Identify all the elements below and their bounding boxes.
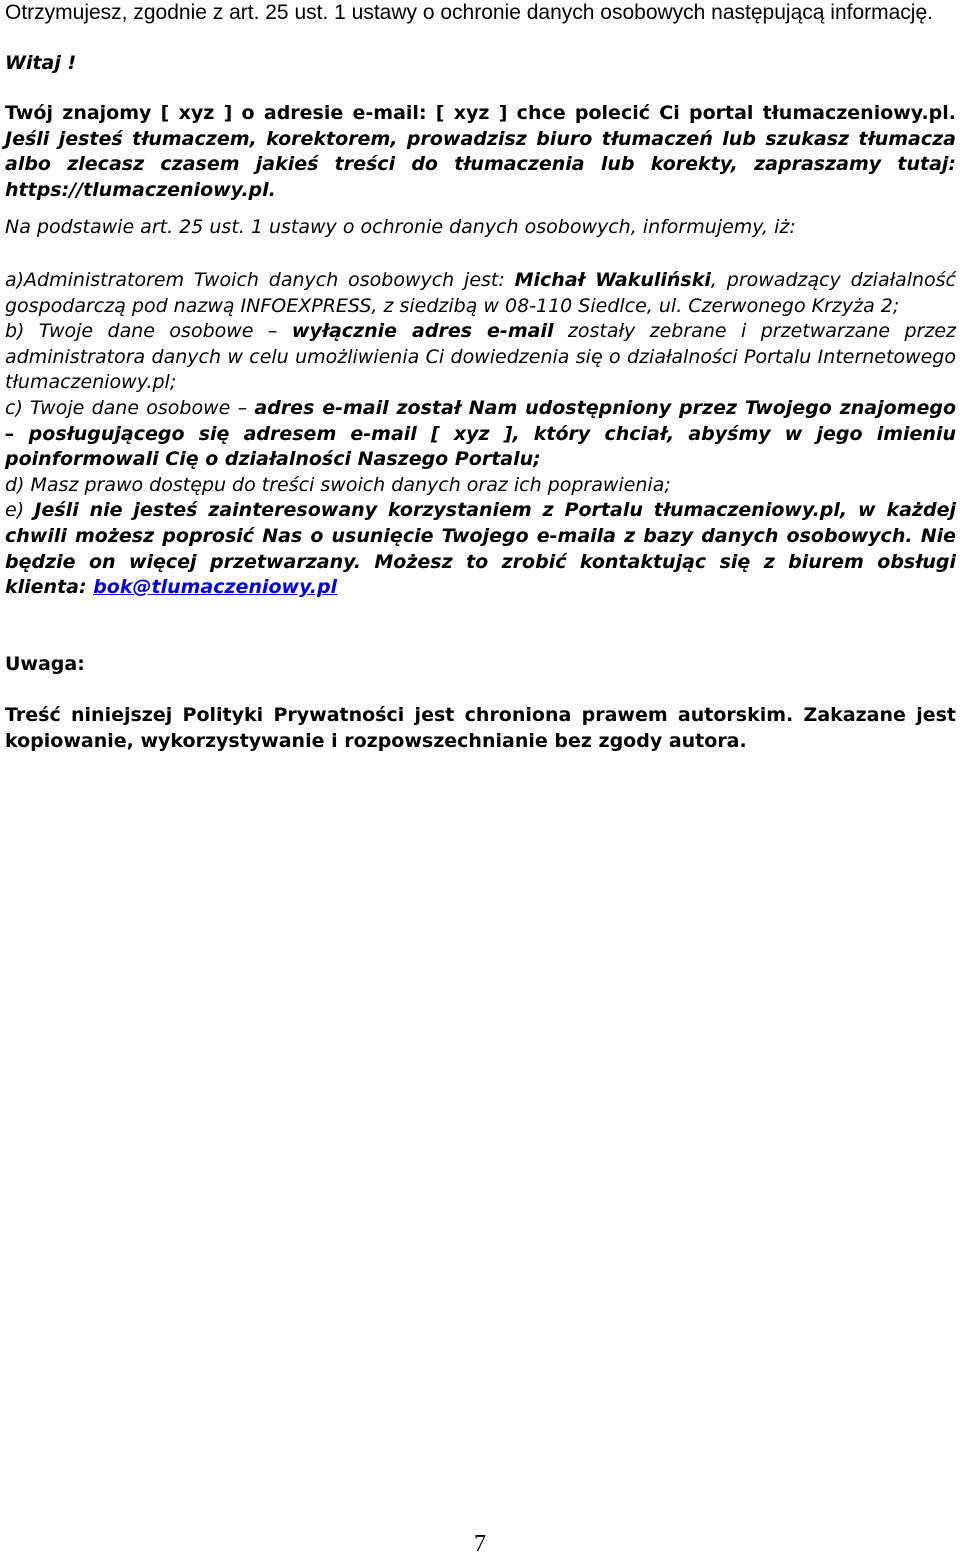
recommendation-part2: Jeśli jesteś tłumaczem, korektorem, prowadzisz biuro tłumaczeń lub szukasz tłumacza albo zlecasz czasem jakieś treści do tłumaczenia lub korekty, zapraszamy tutaj: https://tlumaczeniowy.pl. bbox=[5, 127, 956, 201]
item-b-text1: b) Twoje dane osobowe – bbox=[5, 320, 292, 343]
warning-title: Uwaga: bbox=[5, 652, 85, 675]
item-b-text2: zostały zebrane i przetwarzane przez administratora danych w celu umożliwienia Ci dowiedzenia się o działalności Portalu Internetowego tłumaczeniowy.pl; bbox=[5, 320, 957, 394]
item-c-text1: c) Twoje dane osobowe – bbox=[5, 396, 255, 419]
legal-basis: Na podstawie art. 25 ust. 1 ustawy o ochronie danych osobowych, informujemy, iż: bbox=[5, 216, 796, 239]
warning-text: Treść niniejszej Polityki Prywatności jest chroniona prawem autorskim. Zakazane jest kopiowanie, wykorzystywanie i rozpowszechnianie bez zgody autora. bbox=[5, 704, 956, 752]
item-e-bold: Jeśli nie jesteś zainteresowany korzystaniem z Portalu tłumaczeniowy.pl, w każdej chwili możesz poprosić Nas o usunięcie Twojego e-maila z bazy danych osobowych. Nie będzie on więcej przetwarzany. Możesz to zrobić kontaktując się z biurem obsługi klienta: bbox=[5, 499, 956, 599]
list-item-b bbox=[5, 319, 956, 396]
item-b-bold: wyłącznie adres e-mail bbox=[291, 320, 554, 343]
list-item-e bbox=[5, 498, 956, 600]
intro-text: Otrzymujesz, zgodnie z art. 25 ust. 1 ustawy o ochronie danych osobowych następującą informację. bbox=[5, 1, 933, 24]
list-item-c bbox=[5, 396, 956, 473]
item-e-text1: e) bbox=[5, 499, 35, 522]
recommendation-paragraph bbox=[5, 101, 956, 203]
rights-list bbox=[5, 268, 956, 601]
greeting: Witaj ! bbox=[5, 52, 77, 74]
list-item-a bbox=[5, 268, 956, 319]
administrator-name: Michał Wakuliński bbox=[514, 268, 711, 291]
list-item-d: d) Masz prawo dostępu do treści swoich danych oraz ich poprawienia; bbox=[5, 473, 671, 496]
item-a-text1: a)Administratorem Twoich danych osobowych jest: bbox=[5, 268, 515, 291]
recommendation-part1: Twój znajomy [ xyz ] o adresie e-mail: [ xyz ] chce polecić Ci portal tłumaczeniowy.pl. bbox=[5, 102, 956, 124]
item-a-text2: , prowadzący działalność gospodarczą pod nazwą INFOEXPRESS, z siedzibą w 08-110 Siedlce, ul. Czerwonego Krzyża 2; bbox=[5, 268, 956, 317]
page-number: 7 bbox=[474, 1531, 486, 1557]
item-c-bold: adres e-mail został Nam udostępniony przez Twojego znajomego – posługującego się adresem e-mail [ xyz ], który chciał, abyśmy w jego imieniu poinformowali Cię o działalności Naszego Portalu; bbox=[5, 396, 957, 471]
support-email-link[interactable]: bok@tlumaczeniowy.pl bbox=[93, 576, 338, 599]
document-page bbox=[5, 0, 956, 754]
